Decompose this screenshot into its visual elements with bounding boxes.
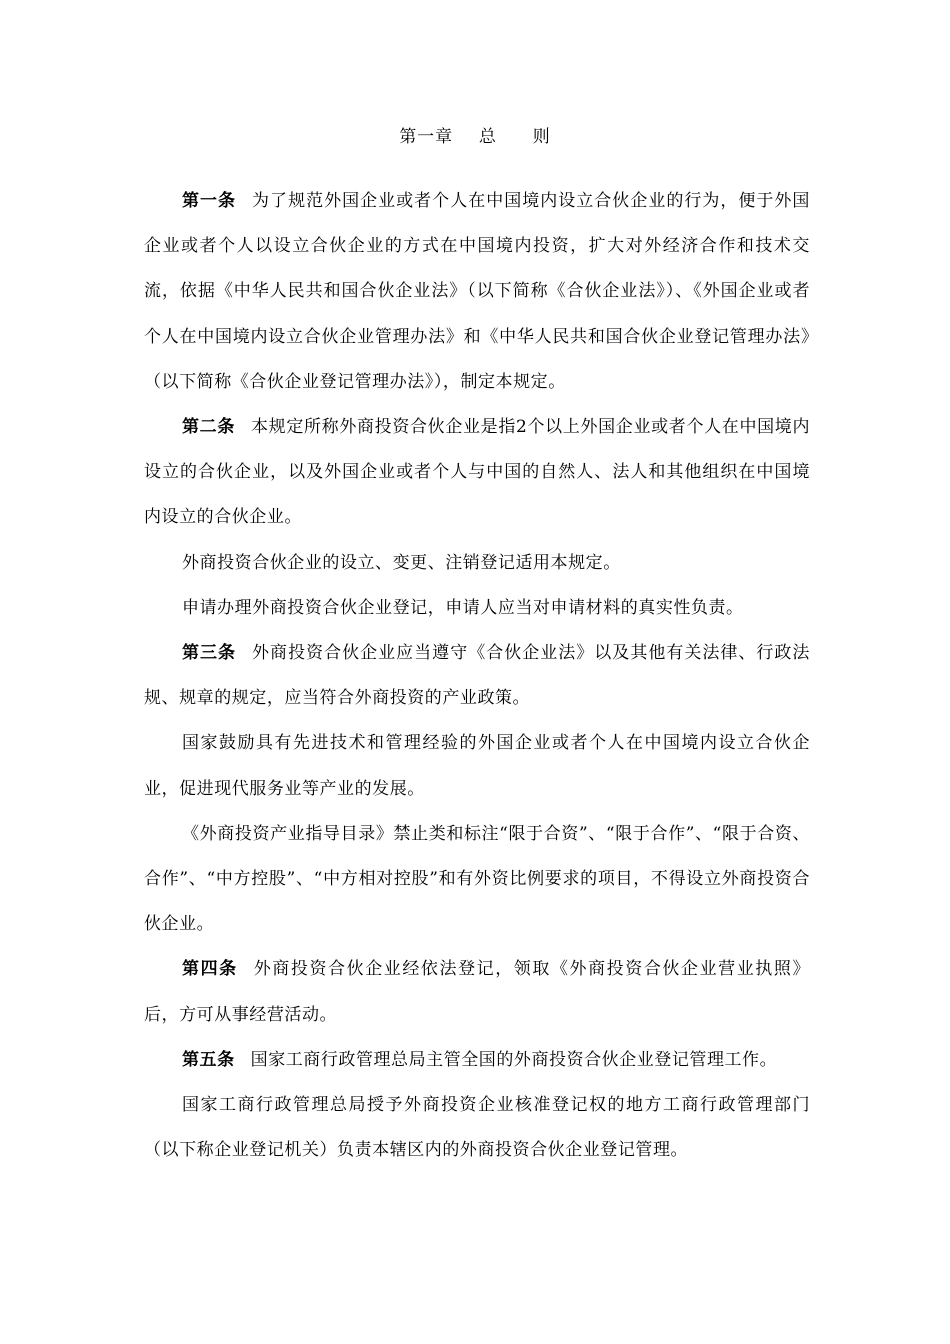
chapter-title: 总 则: [478, 127, 551, 147]
article-paragraph: 国家工商行政管理总局授予外商投资企业核准登记权的地方工商行政管理部门（以下称企业登记机关）负责本辖区内的外商投资合伙企业登记管理。: [144, 1095, 810, 1161]
article-label: 第三条: [182, 643, 237, 664]
chapter-heading: [0, 124, 950, 150]
article-text: 本规定所称外商投资合伙企业是指2个以上外国企业或者个人在中国境内设立的合伙企业，以及外国企业或者个人与中国的自然人、法人和其他组织在中国境内设立的合伙企业。: [144, 417, 810, 528]
article-paragraph: [144, 947, 810, 1037]
article-paragraph: 《外商投资产业指导目录》禁止类和标注“限于合资”、“限于合作”、“限于合资、合作”、“中方控股”、“中方相对控股”和有外资比例要求的项目，不得设立外商投资合伙企业。: [144, 823, 810, 935]
article-paragraph: [144, 179, 810, 405]
article-paragraph: 申请办理外商投资合伙企业登记，申请人应当对申请材料的真实性负责。: [182, 597, 744, 618]
article-text: 国家工商行政管理总局主管全国的外商投资合伙企业登记管理工作。: [250, 1049, 778, 1070]
article-text: 外商投资合伙企业经依法登记，领取《外商投资合伙企业营业执照》后，方可从事经营活动。: [144, 959, 810, 1025]
document-body: [144, 179, 810, 1173]
article-paragraph: [144, 405, 810, 541]
article-paragraph: [144, 631, 810, 721]
article-label: 第一条: [182, 191, 237, 211]
article-paragraph: [144, 1038, 810, 1083]
article-label: 第五条: [182, 1049, 235, 1070]
article-label: 第二条: [182, 417, 235, 438]
article-label: 第四条: [182, 959, 238, 980]
article-text: 外商投资合伙企业应当遵守《合伙企业法》以及其他有关法律、行政法规、规章的规定，应当符合外商投资的产业政策。: [144, 643, 810, 709]
article-paragraph: 外商投资合伙企业的设立、变更、注销登记适用本规定。: [182, 552, 621, 573]
chapter-number: 第一章: [399, 127, 454, 147]
article-paragraph: 国家鼓励具有先进技术和管理经验的外国企业或者个人在中国境内设立合伙企业，促进现代服务业等产业的发展。: [144, 733, 810, 799]
article-text: 为了规范外国企业或者个人在中国境内设立合伙企业的行为，便于外国企业或者个人以设立合伙企业的方式在中国境内投资，扩大对外经济合作和技术交流，依据《中华人民共和国合伙企业法》（以下简称《合伙企业法》）、《外国企业或者个人在中国境内设立合伙企业管理办法》和《中华人民共和国合伙企业登记管理办法》（以下简称《合伙企业登记管理办法》），制定本规定。: [144, 191, 810, 392]
